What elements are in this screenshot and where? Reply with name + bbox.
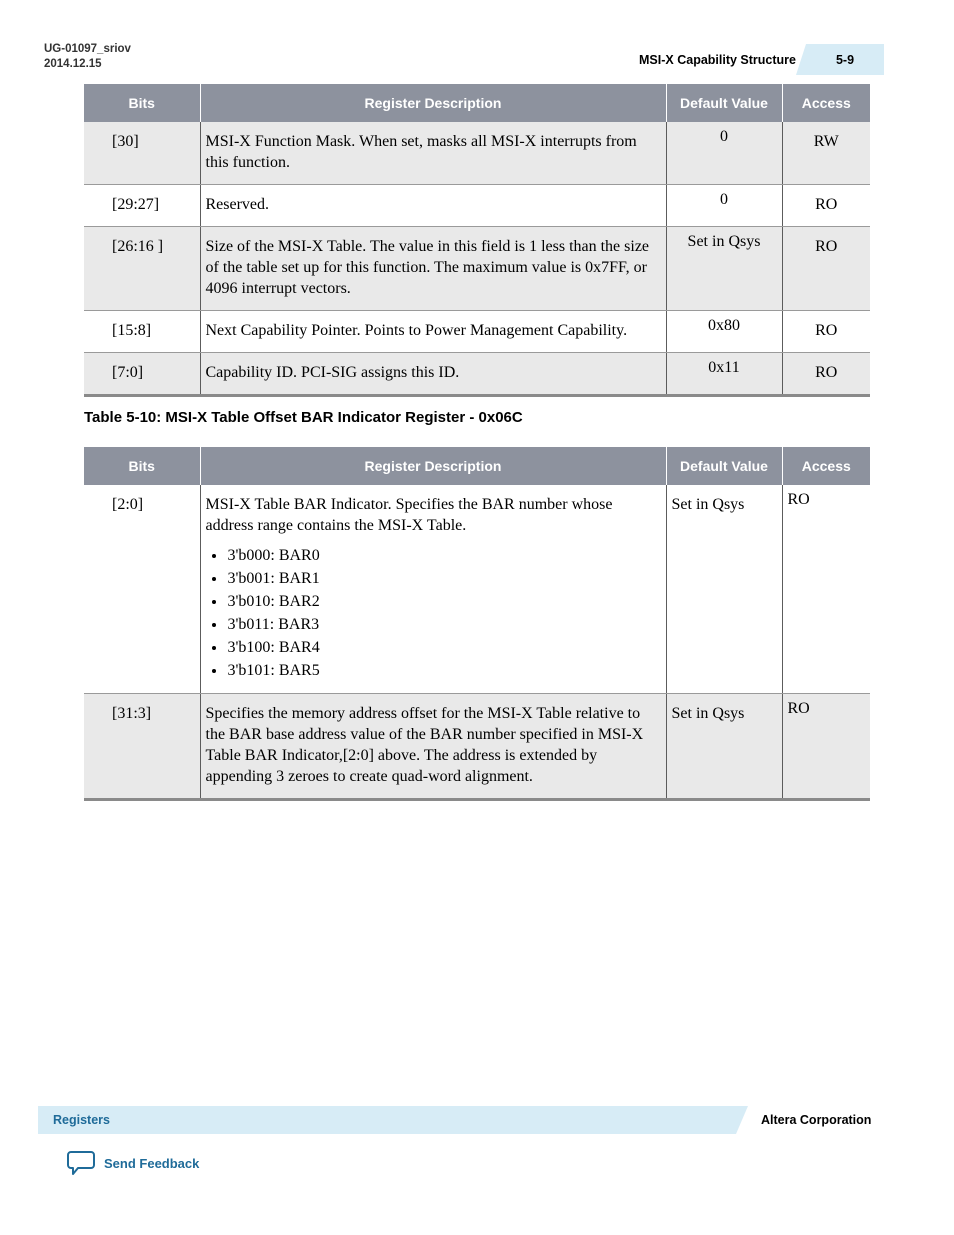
list-item: • 3'b101: BAR5 xyxy=(227,659,661,682)
footer-band xyxy=(38,1106,736,1134)
footer-company: Altera Corporation xyxy=(761,1113,872,1127)
cell-description: Size of the MSI-X Table. The value in this field is 1 less than the size of the table set up for this function. The maximum value is 0x7FF, or 4096 interrupt vectors. xyxy=(200,227,666,311)
cell-description: MSI-X Function Mask. When set, masks all MSI-X interrupts from this function. xyxy=(200,122,666,185)
table-row xyxy=(84,353,870,396)
cell-default: 0x11 xyxy=(666,353,782,396)
table-row xyxy=(84,311,870,353)
cell-access: RO xyxy=(782,227,870,311)
cell-default: 0x80 xyxy=(666,311,782,353)
col-access: Access xyxy=(782,447,870,485)
col-description: Register Description xyxy=(200,84,666,122)
cell-description: Specifies the memory address offset for the MSI-X Table relative to the BAR base address value of the BAR number specified in MSI-X Table BAR Indicator,[2:0] above. The address is extended by appending 3 zeroes to create quad-word alignment. xyxy=(200,694,666,800)
cell-access: RW xyxy=(782,122,870,185)
send-feedback-link[interactable] xyxy=(66,1150,199,1177)
table-row xyxy=(84,185,870,227)
footer-section: Registers xyxy=(53,1113,110,1127)
cell-bits: [30] xyxy=(84,122,200,185)
cell-access: RO xyxy=(782,694,870,800)
register-table-2 xyxy=(84,447,870,801)
cell-access: RO xyxy=(782,485,870,694)
list-item: • 3'b011: BAR3 xyxy=(227,613,661,636)
send-feedback-label: Send Feedback xyxy=(104,1156,200,1171)
col-default: Default Value xyxy=(666,84,782,122)
cell-access: RO xyxy=(782,185,870,227)
cell-bits: [2:0] xyxy=(84,485,200,694)
cell-description: Next Capability Pointer. Points to Power Management Capability. xyxy=(200,311,666,353)
table-header-row xyxy=(84,447,870,485)
list-item: • 3'b001: BAR1 xyxy=(227,567,661,590)
list-item: • 3'b000: BAR0 xyxy=(227,544,661,567)
col-default: Default Value xyxy=(666,447,782,485)
cell-default: Set in Qsys xyxy=(666,485,782,694)
section-title: MSI-X Capability Structure xyxy=(639,52,796,67)
table-row xyxy=(84,485,870,694)
cell-access: RO xyxy=(782,353,870,396)
cell-description xyxy=(200,485,666,694)
col-bits: Bits xyxy=(84,447,200,485)
table-row xyxy=(84,227,870,311)
running-header xyxy=(639,44,884,75)
cell-bits: [7:0] xyxy=(84,353,200,396)
col-access: Access xyxy=(782,84,870,122)
doc-id: UG-01097_sriov xyxy=(44,43,131,55)
list-item: • 3'b010: BAR2 xyxy=(227,590,661,613)
cell-access: RO xyxy=(782,311,870,353)
cell-default: 0 xyxy=(666,185,782,227)
description-text: MSI-X Table BAR Indicator. Specifies the BAR number whose address range contains the MSI-X Table. xyxy=(205,496,613,534)
cell-bits: [26:16 ] xyxy=(84,227,200,311)
table-row xyxy=(84,694,870,800)
cell-bits: [29:27] xyxy=(84,185,200,227)
page-number: 5-9 xyxy=(806,44,884,75)
cell-bits: [15:8] xyxy=(84,311,200,353)
doc-date: 2014.12.15 xyxy=(44,58,102,70)
cell-default: Set in Qsys xyxy=(666,227,782,311)
register-table-1 xyxy=(84,84,870,397)
col-description: Register Description xyxy=(200,447,666,485)
table-header-row xyxy=(84,84,870,122)
cell-description: Capability ID. PCI-SIG assigns this ID. xyxy=(200,353,666,396)
doc-info xyxy=(44,42,131,72)
table-caption: Table 5-10: MSI-X Table Offset BAR Indicator Register - 0x06C xyxy=(84,409,523,426)
chat-bubble-icon xyxy=(66,1150,96,1177)
cell-default: 0 xyxy=(666,122,782,185)
bar-value-list xyxy=(206,544,661,682)
cell-default: Set in Qsys xyxy=(666,694,782,800)
table-row xyxy=(84,122,870,185)
cell-description: Reserved. xyxy=(200,185,666,227)
list-item: • 3'b100: BAR4 xyxy=(227,636,661,659)
col-bits: Bits xyxy=(84,84,200,122)
cell-bits: [31:3] xyxy=(84,694,200,800)
